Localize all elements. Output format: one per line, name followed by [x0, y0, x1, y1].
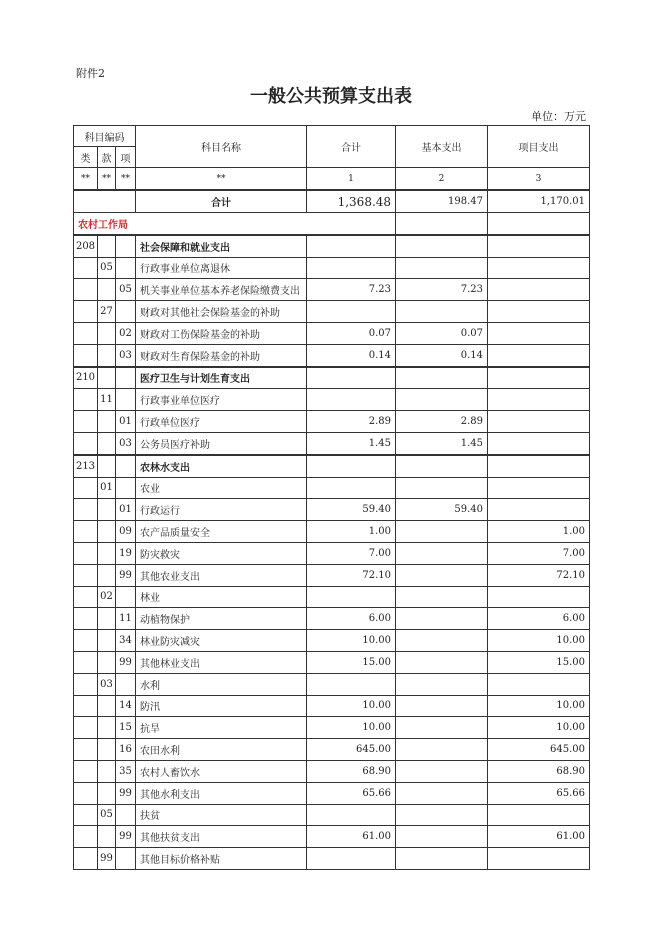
row-subject-name: 抗旱 [136, 717, 307, 739]
row-lei-code [74, 739, 98, 761]
total-basic: 198.47 [396, 190, 488, 213]
table-row [74, 739, 590, 761]
row-xiang-code [116, 257, 136, 279]
table-row [74, 322, 590, 344]
row-project [488, 673, 590, 695]
row-basic [396, 389, 488, 411]
row-xiang-code: 99 [116, 564, 136, 586]
row-basic [396, 630, 488, 652]
row-basic: 1.45 [396, 432, 488, 454]
row-xiang-code: 15 [116, 717, 136, 739]
row-basic: 59.40 [396, 499, 488, 521]
total-amount: 1,368.48 [307, 190, 396, 213]
table-row [74, 455, 590, 477]
code-total: 1 [307, 168, 396, 191]
row-total [307, 586, 396, 608]
row-subject-name: 社会保障和就业支出 [136, 235, 307, 257]
row-total: 6.00 [307, 608, 396, 630]
row-project [488, 301, 590, 323]
row-subject-name: 公务员医疗补助 [136, 432, 307, 454]
row-kuan-code: 27 [98, 301, 116, 323]
total-blank-xiang [116, 190, 136, 213]
row-basic [396, 739, 488, 761]
row-total: 61.00 [307, 826, 396, 848]
table-row [74, 257, 590, 279]
row-xiang-code [116, 673, 136, 695]
row-kuan-code [98, 608, 116, 630]
row-lei-code [74, 826, 98, 848]
row-subject-name: 农田水利 [136, 739, 307, 761]
row-lei-code [74, 564, 98, 586]
row-subject-name: 动植物保护 [136, 608, 307, 630]
row-total: 72.10 [307, 564, 396, 586]
row-xiang-code: 14 [116, 695, 136, 717]
row-total: 7.23 [307, 279, 396, 301]
row-kuan-code [98, 826, 116, 848]
row-basic [396, 608, 488, 630]
table-row [74, 782, 590, 804]
row-xiang-code: 01 [116, 411, 136, 433]
row-project: 1.00 [488, 521, 590, 543]
budget-table [73, 125, 590, 870]
row-lei-code: 213 [74, 455, 98, 477]
table-row [74, 499, 590, 521]
table-row [74, 651, 590, 673]
table-row [74, 804, 590, 826]
table-row [74, 432, 590, 454]
row-total: 7.00 [307, 542, 396, 564]
basic-header: 基本支出 [396, 126, 488, 168]
row-lei-code [74, 673, 98, 695]
department-name: 农村工作局 [74, 213, 307, 235]
row-xiang-code: 03 [116, 344, 136, 366]
row-kuan-code [98, 630, 116, 652]
row-total [307, 301, 396, 323]
row-total: 10.00 [307, 630, 396, 652]
row-kuan-code [98, 695, 116, 717]
row-lei-code [74, 477, 98, 499]
row-basic: 0.07 [396, 322, 488, 344]
row-xiang-code [116, 367, 136, 389]
subject-code-header: 科目编码 [74, 126, 136, 147]
row-project [488, 322, 590, 344]
row-basic [396, 782, 488, 804]
row-subject-name: 财政对生育保险基金的补助 [136, 344, 307, 366]
row-lei-code [74, 389, 98, 411]
header-row-1 [74, 126, 590, 147]
row-basic [396, 521, 488, 543]
department-row [74, 213, 590, 235]
row-subject-name: 林业防灾减灾 [136, 630, 307, 652]
row-subject-name: 机关事业单位基本养老保险缴费支出 [136, 279, 307, 301]
table-body [74, 126, 590, 870]
row-subject-name: 其他目标价格补贴 [136, 848, 307, 870]
row-project [488, 389, 590, 411]
row-subject-name: 农林水支出 [136, 455, 307, 477]
row-subject-name: 防灾救灾 [136, 542, 307, 564]
row-project [488, 367, 590, 389]
row-kuan-code [98, 542, 116, 564]
lei-header: 类 [74, 147, 98, 168]
row-kuan-code [98, 411, 116, 433]
attachment-label: 附件2 [76, 67, 105, 80]
row-project [488, 432, 590, 454]
row-project: 65.66 [488, 782, 590, 804]
row-lei-code [74, 848, 98, 870]
row-basic [396, 367, 488, 389]
row-subject-name: 财政对其他社会保险基金的补助 [136, 301, 307, 323]
row-subject-name: 水利 [136, 673, 307, 695]
table-row [74, 586, 590, 608]
row-project [488, 848, 590, 870]
row-project [488, 279, 590, 301]
row-total: 15.00 [307, 651, 396, 673]
table-row [74, 279, 590, 301]
row-subject-name: 防汛 [136, 695, 307, 717]
row-lei-code [74, 695, 98, 717]
code-kuan: ** [98, 168, 116, 191]
row-basic [396, 586, 488, 608]
row-kuan-code [98, 521, 116, 543]
row-basic [396, 717, 488, 739]
row-subject-name: 农业 [136, 477, 307, 499]
row-lei-code [74, 432, 98, 454]
row-lei-code [74, 521, 98, 543]
table-row [74, 848, 590, 870]
row-total [307, 848, 396, 870]
row-total: 1.00 [307, 521, 396, 543]
table-row [74, 411, 590, 433]
row-project: 68.90 [488, 760, 590, 782]
row-project: 10.00 [488, 630, 590, 652]
table-row [74, 367, 590, 389]
row-kuan-code: 03 [98, 673, 116, 695]
row-lei-code [74, 804, 98, 826]
row-project: 10.00 [488, 717, 590, 739]
row-xiang-code [116, 804, 136, 826]
row-basic [396, 695, 488, 717]
row-total: 2.89 [307, 411, 396, 433]
code-xiang: ** [116, 168, 136, 191]
subject-name-header: 科目名称 [136, 126, 307, 168]
department-blank-project [488, 213, 590, 235]
row-subject-name: 其他林业支出 [136, 651, 307, 673]
row-kuan-code [98, 717, 116, 739]
row-lei-code: 210 [74, 367, 98, 389]
row-total [307, 455, 396, 477]
total-label: 合计 [136, 190, 307, 213]
row-project [488, 235, 590, 257]
row-lei-code [74, 322, 98, 344]
row-subject-name: 其他农业支出 [136, 564, 307, 586]
table-row [74, 235, 590, 257]
row-xiang-code [116, 455, 136, 477]
row-total: 59.40 [307, 499, 396, 521]
row-lei-code [74, 608, 98, 630]
row-basic [396, 235, 488, 257]
row-total [307, 389, 396, 411]
table-row [74, 344, 590, 366]
row-total: 1.45 [307, 432, 396, 454]
row-kuan-code [98, 564, 116, 586]
row-total [307, 673, 396, 695]
row-subject-name: 其他扶贫支出 [136, 826, 307, 848]
row-kuan-code [98, 235, 116, 257]
total-blank-lei [74, 190, 98, 213]
row-lei-code [74, 542, 98, 564]
row-kuan-code [98, 651, 116, 673]
row-kuan-code: 05 [98, 257, 116, 279]
row-subject-name: 扶贫 [136, 804, 307, 826]
project-header: 项目支出 [488, 126, 590, 168]
row-lei-code [74, 651, 98, 673]
table-row [74, 477, 590, 499]
table-row [74, 630, 590, 652]
row-xiang-code [116, 235, 136, 257]
row-lei-code [74, 717, 98, 739]
row-kuan-code [98, 782, 116, 804]
row-xiang-code: 19 [116, 542, 136, 564]
row-lei-code [74, 630, 98, 652]
row-basic [396, 804, 488, 826]
row-lei-code [74, 279, 98, 301]
row-kuan-code: 01 [98, 477, 116, 499]
row-xiang-code: 01 [116, 499, 136, 521]
table-row [74, 608, 590, 630]
row-project [488, 411, 590, 433]
total-row [74, 190, 590, 213]
row-kuan-code [98, 279, 116, 301]
row-lei-code [74, 586, 98, 608]
row-basic [396, 455, 488, 477]
table-row [74, 826, 590, 848]
row-xiang-code [116, 389, 136, 411]
row-kuan-code: 99 [98, 848, 116, 870]
row-project: 6.00 [488, 608, 590, 630]
row-subject-name: 农产品质量安全 [136, 521, 307, 543]
row-lei-code [74, 782, 98, 804]
table-row [74, 564, 590, 586]
table-row [74, 389, 590, 411]
row-project: 15.00 [488, 651, 590, 673]
row-basic: 0.14 [396, 344, 488, 366]
row-basic [396, 651, 488, 673]
xiang-header: 项 [116, 147, 136, 168]
row-project: 72.10 [488, 564, 590, 586]
code-project: 3 [488, 168, 590, 191]
row-subject-name: 农村人畜饮水 [136, 760, 307, 782]
row-kuan-code [98, 499, 116, 521]
row-kuan-code [98, 739, 116, 761]
table-row [74, 673, 590, 695]
row-basic [396, 673, 488, 695]
row-total: 0.14 [307, 344, 396, 366]
row-xiang-code: 35 [116, 760, 136, 782]
row-xiang-code: 99 [116, 651, 136, 673]
row-xiang-code: 16 [116, 739, 136, 761]
row-lei-code [74, 344, 98, 366]
row-xiang-code: 34 [116, 630, 136, 652]
total-blank-kuan [98, 190, 116, 213]
row-kuan-code [98, 455, 116, 477]
row-total: 10.00 [307, 717, 396, 739]
row-xiang-code: 03 [116, 432, 136, 454]
row-kuan-code [98, 322, 116, 344]
row-xiang-code [116, 301, 136, 323]
department-blank-total [307, 213, 396, 235]
row-project: 10.00 [488, 695, 590, 717]
row-xiang-code [116, 477, 136, 499]
row-basic [396, 542, 488, 564]
row-project [488, 804, 590, 826]
row-total: 645.00 [307, 739, 396, 761]
row-total: 68.90 [307, 760, 396, 782]
row-total: 65.66 [307, 782, 396, 804]
row-kuan-code [98, 367, 116, 389]
total-header: 合计 [307, 126, 396, 168]
row-kuan-code [98, 344, 116, 366]
code-row [74, 168, 590, 191]
row-subject-name: 行政事业单位医疗 [136, 389, 307, 411]
row-kuan-code [98, 760, 116, 782]
table-row [74, 717, 590, 739]
row-basic: 7.23 [396, 279, 488, 301]
row-subject-name: 其他水利支出 [136, 782, 307, 804]
row-basic [396, 257, 488, 279]
row-kuan-code: 02 [98, 586, 116, 608]
row-subject-name: 行政运行 [136, 499, 307, 521]
row-basic [396, 760, 488, 782]
kuan-header: 款 [98, 147, 116, 168]
row-lei-code [74, 301, 98, 323]
row-xiang-code: 09 [116, 521, 136, 543]
code-name: ** [136, 168, 307, 191]
row-total [307, 804, 396, 826]
row-project [488, 499, 590, 521]
row-subject-name: 行政事业单位离退休 [136, 257, 307, 279]
row-kuan-code: 05 [98, 804, 116, 826]
row-project: 61.00 [488, 826, 590, 848]
table-row [74, 301, 590, 323]
row-xiang-code: 02 [116, 322, 136, 344]
row-xiang-code: 99 [116, 782, 136, 804]
row-lei-code [74, 411, 98, 433]
row-basic [396, 301, 488, 323]
row-basic [396, 826, 488, 848]
row-basic [396, 477, 488, 499]
table-row [74, 521, 590, 543]
row-lei-code [74, 257, 98, 279]
total-project: 1,170.01 [488, 190, 590, 213]
row-total [307, 257, 396, 279]
row-kuan-code [98, 432, 116, 454]
row-lei-code: 208 [74, 235, 98, 257]
row-total [307, 235, 396, 257]
table-row [74, 542, 590, 564]
table-row [74, 760, 590, 782]
row-basic [396, 564, 488, 586]
row-project [488, 586, 590, 608]
row-project [488, 257, 590, 279]
row-xiang-code: 05 [116, 279, 136, 301]
row-subject-name: 医疗卫生与计划生育支出 [136, 367, 307, 389]
row-subject-name: 行政单位医疗 [136, 411, 307, 433]
row-basic: 2.89 [396, 411, 488, 433]
table-row [74, 695, 590, 717]
row-project: 645.00 [488, 739, 590, 761]
row-total [307, 477, 396, 499]
row-subject-name: 财政对工伤保险基金的补助 [136, 322, 307, 344]
unit-label: 单位：万元 [531, 110, 586, 123]
row-xiang-code: 11 [116, 608, 136, 630]
department-blank-basic [396, 213, 488, 235]
page-title: 一般公共预算支出表 [250, 86, 412, 107]
row-xiang-code [116, 586, 136, 608]
row-project [488, 455, 590, 477]
row-total: 10.00 [307, 695, 396, 717]
row-lei-code [74, 760, 98, 782]
row-project [488, 344, 590, 366]
row-lei-code [74, 499, 98, 521]
row-total: 0.07 [307, 322, 396, 344]
row-project: 7.00 [488, 542, 590, 564]
code-lei: ** [74, 168, 98, 191]
row-xiang-code: 99 [116, 826, 136, 848]
row-subject-name: 林业 [136, 586, 307, 608]
row-project [488, 477, 590, 499]
code-basic: 2 [396, 168, 488, 191]
row-total [307, 367, 396, 389]
row-kuan-code: 11 [98, 389, 116, 411]
row-xiang-code [116, 848, 136, 870]
row-basic [396, 848, 488, 870]
